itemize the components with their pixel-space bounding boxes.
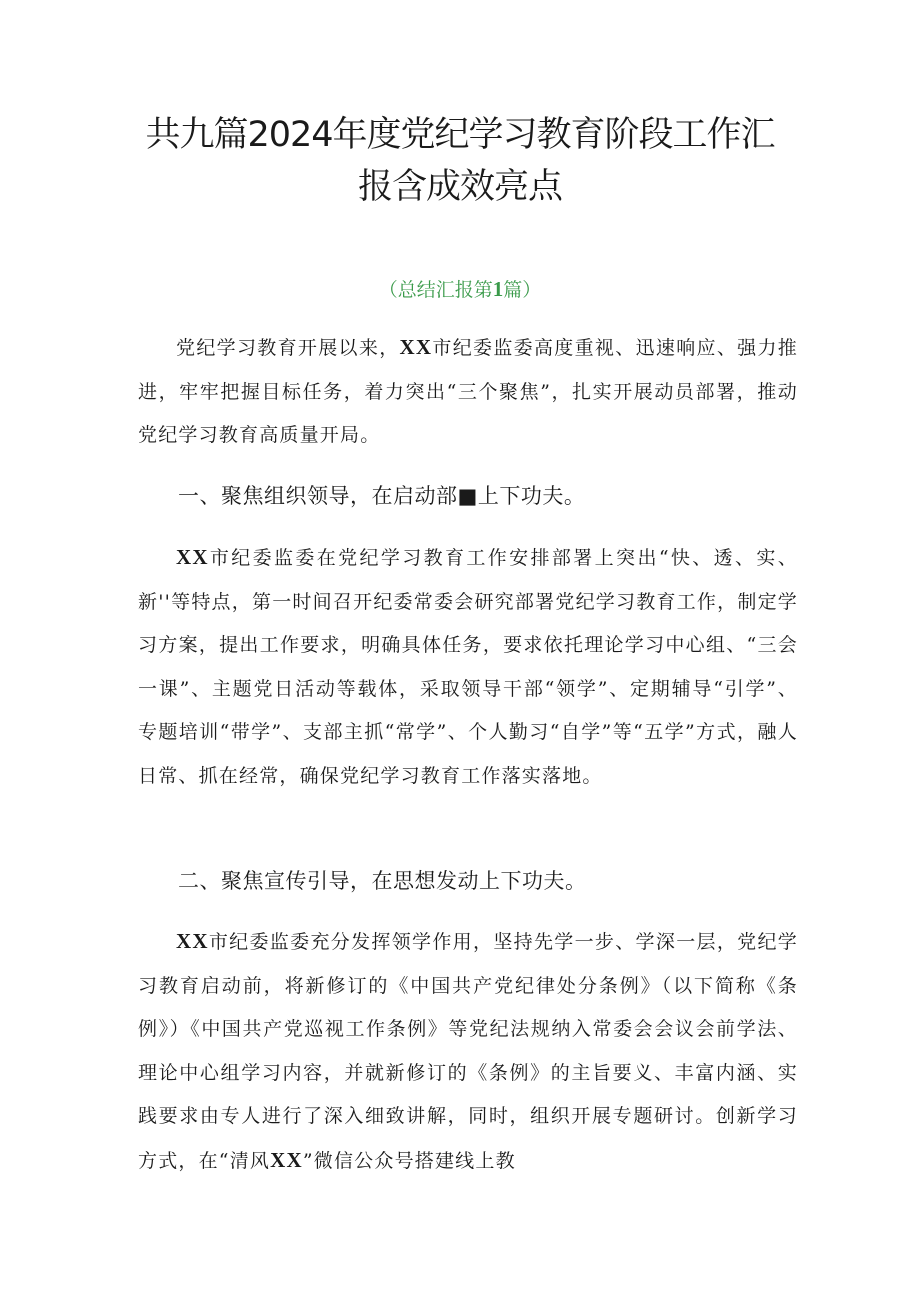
- subtitle-suffix: 篇）: [503, 279, 542, 301]
- paragraph-publicity: [138, 920, 798, 1184]
- paragraph-organization-bold: XX: [176, 545, 209, 569]
- paragraph-publicity-bold1: XX: [176, 929, 209, 953]
- paragraph-organization-text: 市纪委监委在党纪学习教育工作安排部署上突出“快、透、实、新''等特点，第一时间召开纪委常委会研究部署党纪学习教育工作，制定学习方案，提出工作要求，明确具体任务，要求依托理论学习中心组、“三会一课”、主题党日活动等载体，采取领导干部“领学”、定期辅导“引学”、专题培训“带学”、支部主抓“常学”、个人勤习“自学”等“五学”方式，融人日常、抓在经常，确保党纪学习教育工作落实落地。: [138, 547, 798, 787]
- paragraph-organization: [138, 536, 798, 799]
- paragraph-intro-after: 市纪委监委高度重视、迅速响应、强力推进，牢牢把握目标任务，着力突出“三个聚焦”，扎实开展动员部署，推动党纪学习教育高质量开局。: [138, 337, 798, 447]
- paragraph-intro: [138, 326, 798, 458]
- document-title-line2: 报含成效亮点: [357, 167, 562, 207]
- document-title-line1: 共九篇2024年度党纪学习教育阶段工作汇: [145, 115, 775, 155]
- section-heading-1: 一、聚焦组织领导，在启动部■上下功夫。: [178, 484, 586, 508]
- section-heading-2: 二、聚焦宣传引导，在思想发动上下功夫。: [178, 869, 587, 893]
- section-subtitle: [0, 274, 920, 305]
- paragraph-intro-before: 党纪学习教育开展以来，: [176, 337, 400, 359]
- subtitle-number: 1: [492, 277, 504, 301]
- subtitle-prefix: （总结汇报第: [378, 279, 493, 301]
- paragraph-publicity-after: ”微信公众号搭建线上教: [302, 1149, 516, 1172]
- paragraph-publicity-middle: 市纪委监委充分发挥领学作用，坚持先学一步、学深一层，党纪学习教育启动前，将新修订的《中国共产党纪律处分条例》（以下简称《条例》）《中国共产党巡视工作条例》等党纪法规纳入常委会会议会前学法、理论中心组学习内容，并就新修订的《条例》的主旨要义、丰富内涵、实践要求由专人进行了深入细致讲解，同时，组织开展专题研讨。创新学习方式，在“清风: [138, 931, 798, 1172]
- paragraph-intro-bold: XX: [399, 335, 433, 359]
- paragraph-publicity-bold2: XX: [270, 1147, 303, 1172]
